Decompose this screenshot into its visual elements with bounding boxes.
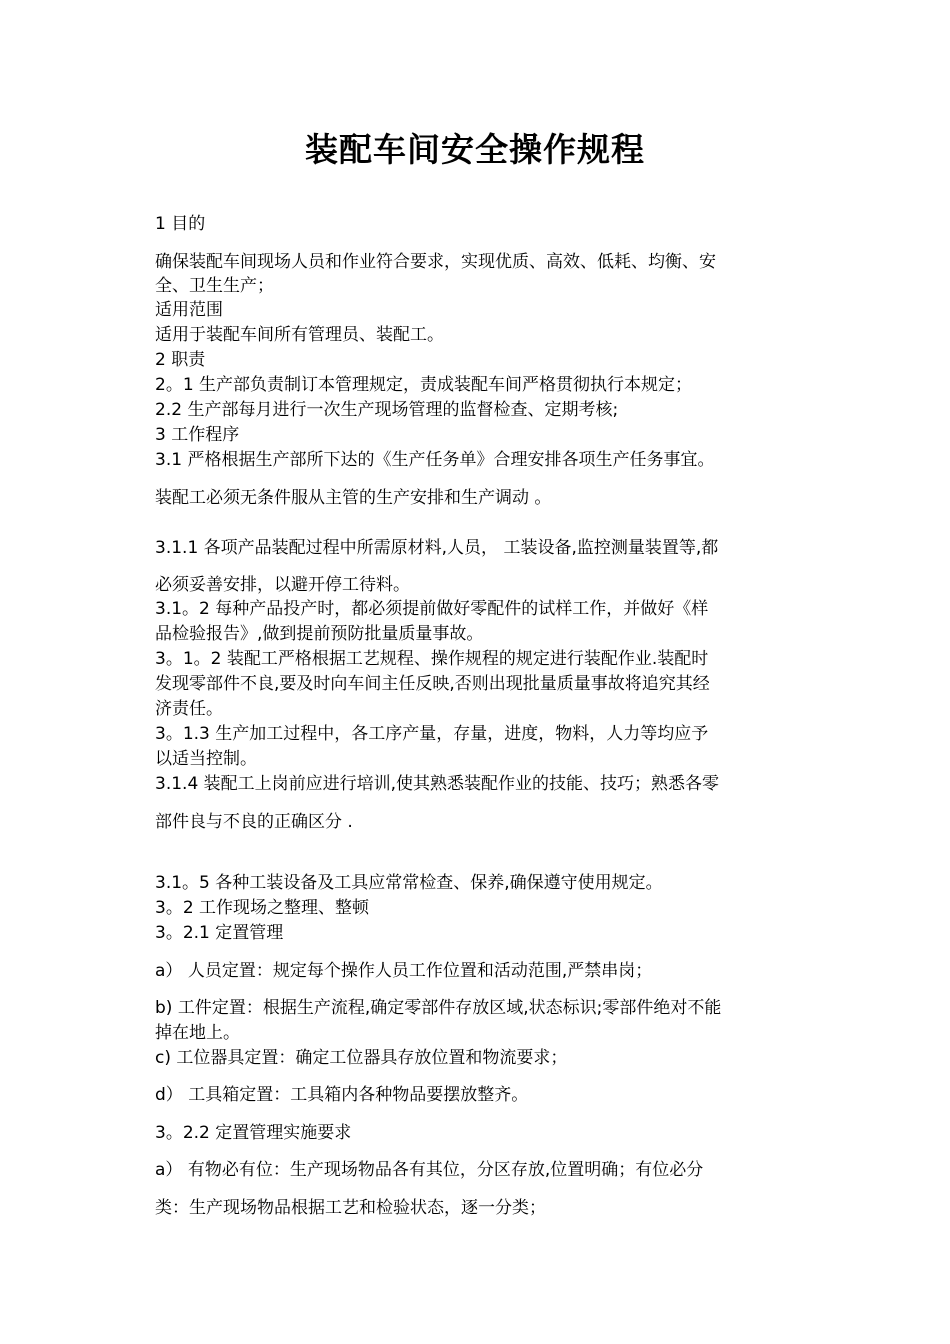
section-duty-heading: 2 职责 xyxy=(155,350,206,370)
subsection-heading: 3。2.2 定置管理实施要求 xyxy=(155,1123,352,1143)
paragraph-line: 3.1.1 各项产品装配过程中所需原材料,人员， 工装设备,监控测量装置等,都 xyxy=(155,538,719,558)
paragraph-line: 必须妥善安排，以避开停工待料。 xyxy=(155,575,410,595)
section-scope-heading: 适用范围 xyxy=(155,300,223,320)
section-procedure-heading: 3 工作程序 xyxy=(155,425,240,445)
list-item: c) 工位器具定置：确定工位器具存放位置和物流要求； xyxy=(155,1048,568,1068)
subsection-heading: 3。2.1 定置管理 xyxy=(155,923,284,943)
paragraph-line: 3.1。5 各种工装设备及工具应常常检查、保养,确保遵守使用规定。 xyxy=(155,873,663,893)
section-purpose-heading: 1 目的 xyxy=(155,214,206,234)
paragraph-line: 品检验报告》,做到提前预防批量质量事故。 xyxy=(155,624,484,644)
list-item-continuation: 掉在地上。 xyxy=(155,1023,240,1043)
subsection-heading: 3。2 工作现场之整理、整顿 xyxy=(155,898,370,918)
paragraph-line: 全、卫生生产； xyxy=(155,276,274,296)
list-item: d） 工具箱定置：工具箱内各种物品要摆放整齐。 xyxy=(155,1085,529,1105)
paragraph-line: 适用于装配车间所有管理员、装配工。 xyxy=(155,325,444,345)
paragraph-line: 以适当控制。 xyxy=(155,749,257,769)
paragraph-line: 2。1 生产部负责制订本管理规定，责成装配车间严格贯彻执行本规定； xyxy=(155,375,693,395)
paragraph-line: 3.1 严格根据生产部所下达的《生产任务单》合理安排各项生产任务事宜。 xyxy=(155,450,715,470)
paragraph-line: 3。1.3 生产加工过程中，各工序产量，存量，进度，物料，人力等均应予 xyxy=(155,724,709,744)
paragraph-line: 装配工必须无条件服从主管的生产安排和生产调动 。 xyxy=(155,488,552,508)
list-item: a） 有物必有位：生产现场物品各有其位，分区存放,位置明确；有位必分 xyxy=(155,1160,704,1180)
paragraph-line: 3.1。2 每种产品投产时，都必须提前做好零配件的试样工作，并做好《样 xyxy=(155,599,709,619)
paragraph-line: 部件良与不良的正确区分 . xyxy=(155,812,353,832)
paragraph-line: 济责任。 xyxy=(155,699,223,719)
paragraph-line: 发现零部件不良,要及时向车间主任反映,否则出现批量质量事故将追究其经 xyxy=(155,674,710,694)
list-item-continuation: 类：生产现场物品根据工艺和检验状态，逐一分类； xyxy=(155,1198,546,1218)
paragraph-line: 3.1.4 装配工上岗前应进行培训,使其熟悉装配作业的技能、技巧；熟悉各零 xyxy=(155,774,720,794)
paragraph-line: 确保装配车间现场人员和作业符合要求，实现优质、高效、低耗、均衡、安 xyxy=(155,252,716,272)
document-title: 装配车间安全操作规程 xyxy=(305,130,645,169)
list-item: b) 工件定置：根据生产流程,确定零部件存放区域,状态标识;零部件绝对不能 xyxy=(155,998,722,1018)
paragraph-line: 2.2 生产部每月进行一次生产现场管理的监督检查、定期考核; xyxy=(155,400,619,420)
paragraph-line: 3。1。2 装配工严格根据工艺规程、操作规程的规定进行装配作业.装配时 xyxy=(155,649,709,669)
list-item: a） 人员定置：规定每个操作人员工作位置和活动范围,严禁串岗； xyxy=(155,961,653,981)
